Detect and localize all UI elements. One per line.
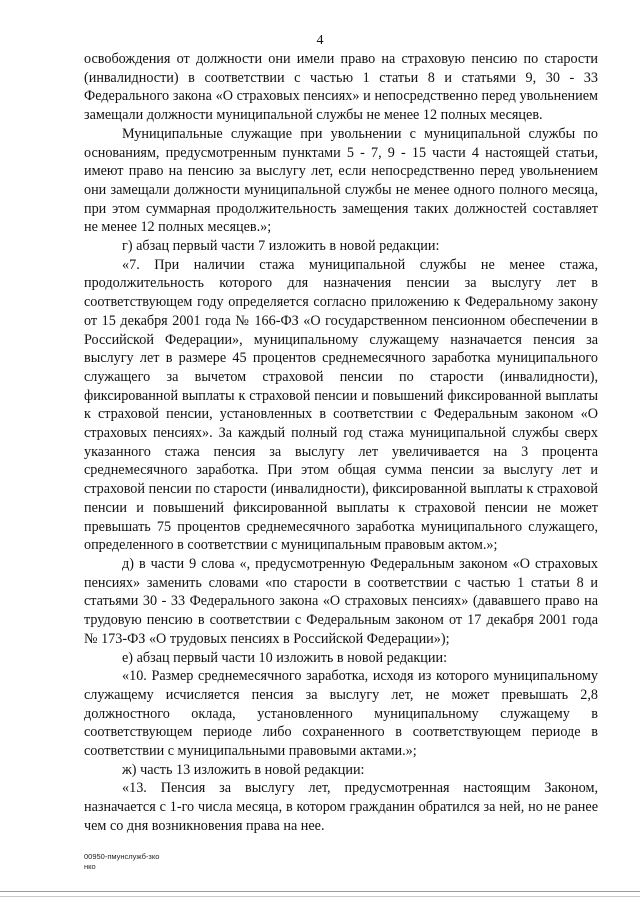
page-edge-rule: [0, 896, 640, 897]
paragraph: г) абзац первый части 7 изложить в новой редакции:: [122, 238, 440, 255]
paragraph: «13. Пенсия за выслугу лет, предусмотренная настоящим Законом, назначается с 1-го числа месяца, в котором гражданин обратился за ней, но не ранее чем со дня возникновения права на нее.: [84, 780, 598, 834]
footer-file-code: 00950-пмунслужб-зко: [84, 852, 160, 861]
page-edge-rule: [0, 891, 640, 892]
document-footer: [84, 852, 159, 872]
document-body: [84, 50, 598, 836]
paragraph: освобождения от должности они имели право на страховую пенсию по старости (инвалидности) в соответствии с частью 1 статьи 8 и статьями 9, 30 - 33 Федерального закона «О страховых пенсиях» и непосредственно перед увольнением замещали должности муниципальной службы не менее 12 полных месяцев.: [84, 51, 598, 124]
paragraph: е) абзац первый части 10 изложить в новой редакции:: [122, 649, 448, 666]
paragraph: «10. Размер среднемесячного заработка, исходя из которого муниципальному служащему исчисляется пенсия за выслугу лет, не может превышать 2,8 должностного оклада, установленного муниципальному служащему в соответствующем периоде либо сохраненного в соответствующем периоде в соответствии с муниципальными правовыми актами.»;: [84, 668, 598, 760]
paragraph: Муниципальные служащие при увольнении с муниципальной службы по основаниям, предусмотренным пунктами 5 - 7, 9 - 15 части 4 настоящей статьи, имеют право на пенсию за выслугу лет, если непосредственно перед увольнением они замещали должности муниципальной службы не менее одного полного месяца, при этом суммарная продолжительность замещения таких должностей составляет не менее 12 полных месяцев.»;: [84, 125, 598, 236]
page-number: 4: [316, 33, 324, 48]
footer-file-suffix: нко: [84, 862, 96, 871]
paragraph: ж) часть 13 изложить в новой редакции:: [122, 761, 365, 778]
paragraph: «7. При наличии стажа муниципальной службы не менее стажа, продолжительность которого для назначения пенсии за выслугу лет в соответствующем году определяется согласно приложению к Федеральному закону от 15 декабря 2001 года № 166-ФЗ «О государственном пенсионном обеспечении в Российской Федерации», муниципальному служащему назначается пенсия за выслугу лет в размере 45 процентов среднемесячного заработка муниципального служащего за вычетом страховой пенсии по старости (инвалидности), фиксированной выплаты к страховой пенсии и повышений фиксированной выплаты к страховой пенсии, установленных в соответствии с Федеральным законом «О страховых пенсиях». За каждый полный год стажа муниципальной службы сверх указанного стажа пенсия за выслугу лет увеличивается на 3 процента среднемесячного заработка. При этом общая сумма пенсии за выслугу лет и страховой пенсии по старости (инвалидности), фиксированной выплаты к страховой пенсии и повышений фиксированной выплаты к страховой пенсии не может превышать 75 процентов среднемесячного заработка муниципального служащего, определенного в соответствии с муниципальным правовым актом.»;: [84, 256, 598, 554]
paragraph: д) в части 9 слова «, предусмотренную Федеральным законом «О страховых пенсиях» заменить словами «по старости в соответствии с частью 1 статьи 8 и статьями 30 - 33 Федерального закона «О страховых пенсиях» (дававшего право на трудовую пенсию в соответствии с Федеральным законом от 17 декабря 2001 года № 173-ФЗ «О трудовых пенсиях в Российской Федерации»);: [84, 555, 598, 647]
